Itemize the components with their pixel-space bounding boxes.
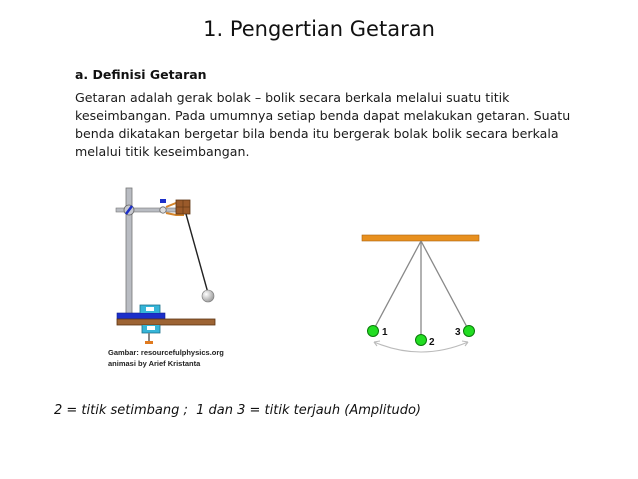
label-position-2: 2 <box>429 337 435 348</box>
slide-title: 1. Pengertian Getaran <box>203 17 435 41</box>
figure-credit-line: Gambar: resourcefulphysics.org <box>108 348 224 357</box>
pendulum-bob-1 <box>368 326 379 337</box>
pendulum-bob-2 <box>416 335 427 346</box>
paragraph-line: benda dikatakan bergetar bila benda itu bergerak bolak bolik secara berkala <box>75 126 559 141</box>
label-position-1: 1 <box>382 327 388 338</box>
figure-caption: 2 = titik setimbang ; 1 dan 3 = titik terjauh (Amplitudo) <box>54 403 421 418</box>
paragraph-line: keseimbangan. Pada umumnya setiap benda dapat melakukan getaran. Suatu <box>75 108 571 123</box>
paragraph-line: Getaran adalah gerak bolak – bolik secara berkala melalui suatu titik <box>75 90 510 105</box>
label-position-3: 3 <box>455 327 461 338</box>
figure-credit-line: animasi by Arief Kristanta <box>108 359 201 368</box>
pendulum-bob-3 <box>464 326 475 337</box>
section-heading: a. Definisi Getaran <box>75 67 207 82</box>
paragraph-line: melalui titik keseimbangan. <box>75 144 250 159</box>
